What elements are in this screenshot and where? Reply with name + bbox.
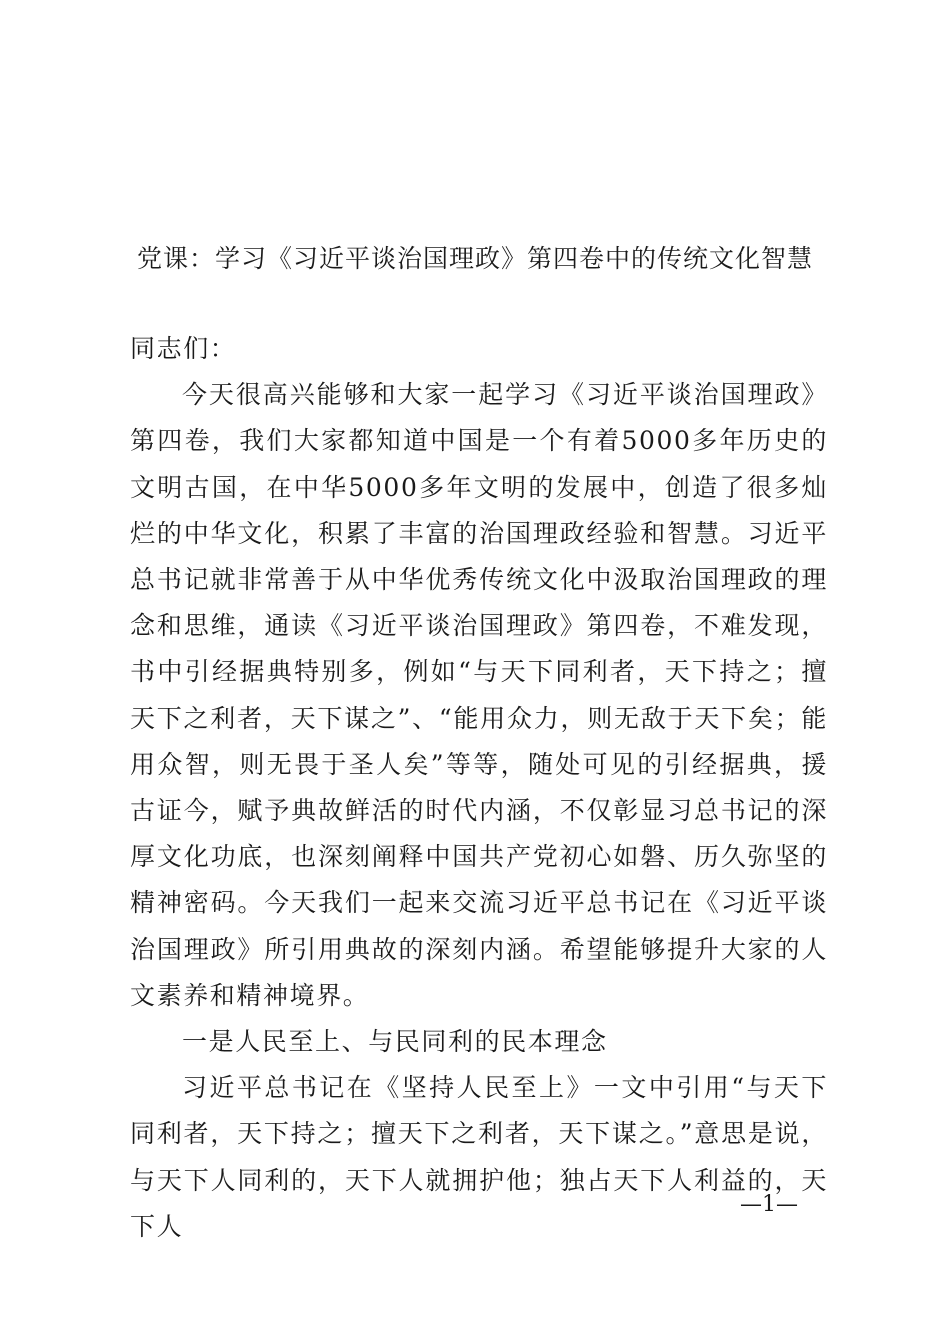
section-heading: 一是人民至上、与民同利的民本理念 — [182, 1027, 608, 1057]
intro-paragraph: 今天很高兴能够和大家一起学习《习近平谈治国理政》第四卷，我们大家都知道中国是一个有着5000多年历史的文明古国，在中华5000多年文明的发展中，创造了很多灿烂的中华文化，积累了丰富的治国理政经验和智慧。习近平总书记就非常善于从中华优秀传统文化中汲取治国理政的理念和思维，通读《习近平谈治国理政》第四卷，不难发现，书中引经据典特别多，例如“与天下同利者，天下持之；擅天下之利者，天下谋之”、“能用众力，则无敌于天下矣；能用众智，则无畏于圣人矣”等等，随处可见的引经据典，援古证今，赋予典故鲜活的时代内涵，不仅彰显习总书记的深厚文化功底，也深刻阐释中国共产党初心如磐、历久弥坚的精神密码。今天我们一起来交流习近平总书记在《习近平谈治国理政》所引用典故的深刻内涵。希望能够提升大家的人文素养和精神境界。 — [130, 380, 828, 1010]
body-paragraph: 习近平总书记在《坚持人民至上》一文中引用“与天下同利者，天下持之；擅天下之利者，天下谋之。”意思是说，与天下人同利的，天下人就拥护他；独占天下人利益的，天下人 — [130, 1073, 828, 1241]
page-number: —1— — [740, 1192, 798, 1217]
document-body — [130, 326, 828, 1250]
salutation: 同志们： — [130, 334, 237, 363]
document-title: 党课：学习《习近平谈治国理政》第四卷中的传统文化智慧 — [136, 244, 813, 273]
